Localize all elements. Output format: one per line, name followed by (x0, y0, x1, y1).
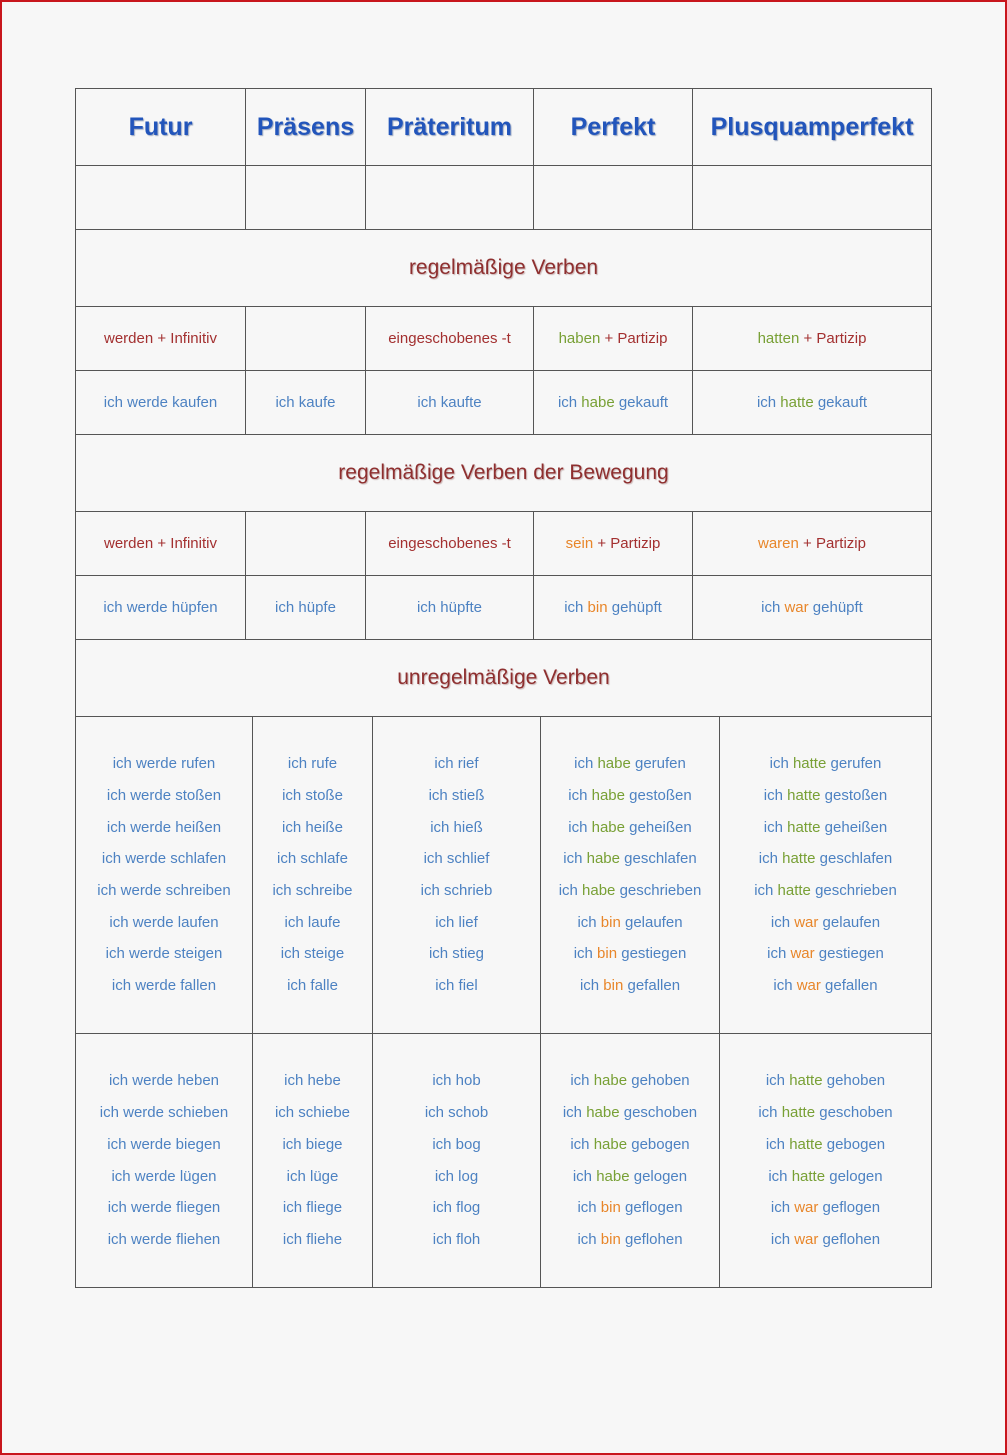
aux-verb: habe (593, 1072, 628, 1090)
irregular-praeteritum-cell (373, 717, 541, 1034)
aux-verb: habe (591, 818, 625, 836)
rule-aux: haben (558, 330, 601, 347)
rule-futur (76, 307, 246, 371)
list-item: ich werde heben (108, 1072, 220, 1090)
aux-verb: habe (586, 1104, 620, 1122)
list-item: ich habe gestoßen (568, 786, 692, 804)
rule-praesens (246, 307, 366, 371)
list-item: ich schob (424, 1104, 489, 1122)
irregular-plusq-cell (720, 1034, 932, 1288)
example-perfekt (534, 576, 693, 640)
rule-text: + Partizip (798, 535, 866, 552)
list-item: ich bin geflohen (577, 1230, 683, 1248)
regular-example-row (75, 371, 932, 435)
list-item: ich rufe (287, 755, 338, 773)
list-item: ich war gestiegen (767, 945, 884, 963)
list-item: ich habe geheißen (568, 818, 692, 836)
example-pronoun: ich (761, 599, 785, 616)
aux-verb: hatte (792, 755, 827, 773)
list-item: ich hatte geschoben (758, 1104, 893, 1122)
list-item: ich werde biegen (107, 1135, 221, 1153)
aux-verb: bin (600, 1230, 621, 1248)
example-aux: habe (581, 394, 615, 411)
aux-verb: habe (593, 1135, 628, 1153)
list-item: ich werde fallen (111, 977, 217, 995)
example-pronoun: ich (564, 599, 588, 616)
list-item: ich war geflogen (770, 1199, 881, 1217)
rule-praeteritum: eingeschobenes -t (366, 512, 534, 576)
aux-verb: war (794, 913, 819, 931)
section-title-regular: regelmäßige Verben (76, 230, 932, 307)
list-item: ich bog (432, 1135, 481, 1153)
list-item: ich flog (432, 1199, 481, 1217)
list-item: ich hatte geschlafen (758, 850, 893, 868)
list-item: ich habe gebogen (570, 1135, 690, 1153)
list-item: ich heiße (282, 818, 343, 836)
example-participle: gekauft (813, 394, 868, 411)
section-title-irregular: unregelmäßige Verben (76, 640, 932, 717)
list-item: ich bin gefallen (579, 977, 681, 995)
list-item: ich werde laufen (109, 913, 219, 931)
rule-perfekt (534, 512, 693, 576)
irregular-perfekt-list (559, 748, 702, 1002)
aux-verb: hatte (787, 786, 821, 804)
aux-verb: war (796, 977, 821, 995)
rule-text: + Infinitiv (153, 535, 217, 552)
irregular-praeteritum-list (421, 748, 493, 1002)
rule-text: + Partizip (593, 535, 661, 552)
aux-verb: war (790, 945, 815, 963)
example-aux: bin (587, 599, 608, 616)
list-item: ich fiel (435, 977, 478, 995)
list-item: ich hatte gerufen (769, 755, 882, 773)
empty-row (75, 166, 932, 230)
irregular-perfekt-list (563, 1065, 697, 1255)
list-item: ich werde rufen (112, 755, 216, 773)
section-title-motion: regelmäßige Verben der Bewegung (76, 435, 932, 512)
list-item: ich war gefallen (773, 977, 878, 995)
list-item: ich habe geschrieben (558, 882, 702, 899)
irregular-praesens-list (272, 748, 352, 1002)
example-plusq (693, 576, 932, 640)
list-item: ich log (434, 1167, 479, 1185)
rule-perfekt (534, 307, 693, 371)
regular-rules-row (75, 307, 932, 371)
irregular-perfekt-cell (541, 1034, 720, 1288)
irregular-futur-cell (76, 1034, 253, 1288)
irregular-block-1 (75, 717, 932, 1034)
list-item: ich werde schieben (99, 1104, 229, 1122)
rule-aux: werden (104, 330, 154, 347)
example-pronoun: ich (557, 394, 582, 411)
aux-verb: habe (597, 755, 631, 773)
header-plusquamperfekt: Plusquamperfekt (693, 89, 932, 166)
aux-verb: bin (600, 913, 621, 931)
header-row (75, 88, 932, 166)
irregular-praeteritum-list (425, 1065, 488, 1255)
example-praeteritum: ich hüpfte (366, 576, 534, 640)
empty-cell (534, 166, 693, 230)
rule-text: + Infinitiv (153, 330, 217, 347)
aux-verb: hatte (787, 818, 821, 836)
list-item: ich hebe (284, 1072, 341, 1090)
rule-text: + Partizip (799, 330, 867, 347)
section-row-irregular (75, 640, 932, 717)
rule-praeteritum: eingeschobenes -t (366, 307, 534, 371)
aux-verb: war (794, 1199, 819, 1217)
rule-aux: sein (565, 535, 594, 552)
list-item: ich lief (435, 913, 478, 931)
aux-verb: habe (582, 882, 616, 899)
irregular-block-2 (75, 1034, 932, 1288)
list-item: ich schlief (423, 850, 490, 868)
list-item: ich werde fliegen (107, 1199, 221, 1217)
rule-aux: waren (758, 535, 799, 552)
list-item: ich hatte geheißen (763, 818, 888, 836)
rule-aux: hatten (757, 330, 800, 347)
aux-verb: hatte (791, 1167, 826, 1185)
example-aux: war (784, 599, 809, 616)
list-item: ich biege (282, 1135, 343, 1153)
irregular-praeteritum-cell (373, 1034, 541, 1288)
aux-verb: hatte (782, 850, 816, 868)
irregular-futur-list (100, 1065, 228, 1255)
list-item: ich habe geschlafen (563, 850, 697, 868)
rule-plusq (693, 307, 932, 371)
list-item: ich schreibe (272, 882, 353, 899)
list-item: ich war gelaufen (770, 913, 881, 931)
aux-verb: hatte (789, 1135, 823, 1153)
irregular-plusq-cell (720, 717, 932, 1034)
list-item: ich stieg (428, 945, 484, 963)
list-item: ich floh (432, 1230, 481, 1248)
aux-verb: bin (603, 977, 624, 995)
example-participle: gekauft (614, 394, 669, 411)
example-praesens: ich hüpfe (246, 576, 366, 640)
irregular-praesens-cell (253, 1034, 373, 1288)
list-item: ich schrieb (420, 882, 493, 899)
irregular-futur-list (97, 748, 230, 1002)
list-item: ich bin gelaufen (577, 913, 683, 931)
header-futur: Futur (76, 89, 246, 166)
rule-text: + Partizip (600, 330, 668, 347)
irregular-praesens-cell (253, 717, 373, 1034)
empty-cell (693, 166, 932, 230)
aux-verb: hatte (781, 1104, 816, 1122)
empty-cell (246, 166, 366, 230)
empty-cell (366, 166, 534, 230)
list-item: ich hatte geschrieben (754, 882, 897, 899)
list-item: ich stieß (428, 786, 485, 804)
example-participle: gehüpft (607, 599, 662, 616)
empty-cell (76, 166, 246, 230)
list-item: ich habe gelogen (572, 1167, 688, 1185)
motion-rules-row (75, 512, 932, 576)
list-item: ich werde stoßen (106, 786, 222, 804)
list-item: ich habe gerufen (574, 755, 686, 773)
list-item: ich hatte gehoben (765, 1072, 886, 1090)
aux-verb: hatte (789, 1072, 823, 1090)
header-praesens: Präsens (246, 89, 366, 166)
list-item: ich war geflohen (770, 1230, 881, 1248)
rule-plusq (693, 512, 932, 576)
aux-verb: habe (586, 850, 620, 868)
list-item: ich fliehe (282, 1230, 343, 1248)
list-item: ich habe gehoben (570, 1072, 690, 1090)
list-item: ich schlafe (277, 850, 348, 868)
rule-aux: werden (104, 535, 154, 552)
example-plusq (693, 371, 932, 435)
example-pronoun: ich (756, 394, 781, 411)
list-item: ich hieß (430, 818, 483, 836)
list-item: ich falle (287, 977, 338, 995)
example-participle: gehüpft (808, 599, 863, 616)
irregular-praesens-list (275, 1065, 350, 1255)
rule-praesens (246, 512, 366, 576)
header-praeteritum: Präteritum (366, 89, 534, 166)
list-item: ich habe geschoben (562, 1104, 698, 1122)
list-item: ich stoße (282, 786, 343, 804)
list-item: ich rief (434, 755, 479, 773)
list-item: ich bin gestiegen (573, 945, 687, 963)
irregular-plusq-list (758, 1065, 892, 1255)
list-item: ich werde schlafen (101, 850, 227, 868)
list-item: ich werde schreiben (97, 882, 231, 899)
list-item: ich laufe (284, 913, 341, 931)
list-item: ich steige (280, 945, 345, 963)
list-item: ich werde fliehen (107, 1230, 221, 1248)
example-perfekt (534, 371, 693, 435)
aux-verb: hatte (777, 882, 811, 899)
aux-verb: habe (591, 786, 625, 804)
list-item: ich schiebe (274, 1104, 351, 1122)
irregular-futur-cell (76, 717, 253, 1034)
aux-verb: bin (600, 1199, 621, 1217)
example-praesens: ich kaufe (246, 371, 366, 435)
list-item: ich hatte gestoßen (763, 786, 888, 804)
section-row-regular (75, 230, 932, 307)
list-item: ich hob (432, 1072, 481, 1090)
rule-futur (76, 512, 246, 576)
verb-tense-table (75, 88, 932, 1288)
list-item: ich werde heißen (106, 818, 222, 836)
section-row-motion (75, 435, 932, 512)
list-item: ich lüge (286, 1167, 339, 1185)
list-item: ich bin geflogen (577, 1199, 683, 1217)
list-item: ich hatte gebogen (765, 1135, 886, 1153)
motion-example-row (75, 576, 932, 640)
example-futur: ich werde hüpfen (76, 576, 246, 640)
irregular-plusq-list (754, 748, 897, 1002)
aux-verb: bin (597, 945, 618, 963)
list-item: ich werde steigen (105, 945, 223, 963)
list-item: ich hatte gelogen (768, 1167, 883, 1185)
irregular-perfekt-cell (541, 717, 720, 1034)
list-item: ich fliege (282, 1199, 343, 1217)
example-aux: hatte (780, 394, 814, 411)
example-futur: ich werde kaufen (76, 371, 246, 435)
aux-verb: habe (596, 1167, 630, 1185)
aux-verb: war (794, 1230, 819, 1248)
header-perfekt: Perfekt (534, 89, 693, 166)
list-item: ich werde lügen (111, 1167, 217, 1185)
example-praeteritum: ich kaufte (366, 371, 534, 435)
